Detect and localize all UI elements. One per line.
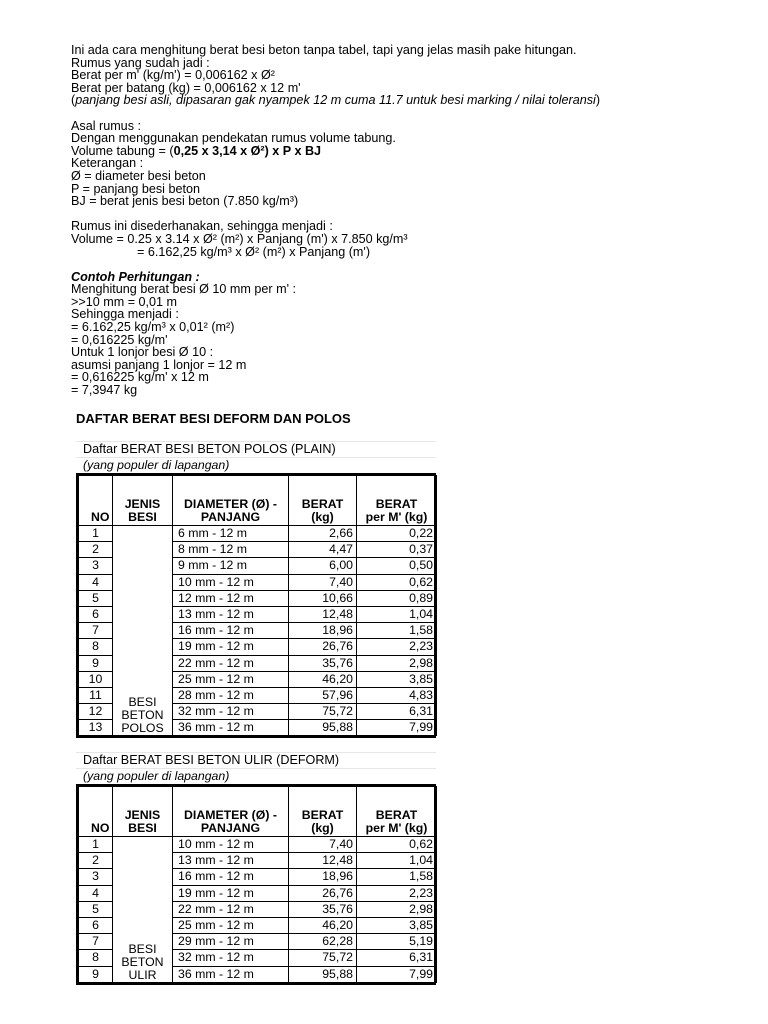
cell-berat-per-m: 0,62 xyxy=(357,837,437,853)
header-berat xyxy=(289,476,357,526)
cell-berat-per-m: 0,37 xyxy=(357,542,437,558)
intro-line: Dengan menggunakan pendekatan rumus volume tabung. xyxy=(71,131,396,146)
cell-berat: 12,48 xyxy=(289,853,357,869)
jenis-line: ULIR xyxy=(128,967,157,982)
intro-line: Ini ada cara menghitung berat besi beton tanpa tabel, tapi yang jelas masih pake hitungan. xyxy=(71,43,577,57)
intro-line: BJ = berat jenis besi beton (7.850 kg/m³) xyxy=(71,194,299,209)
cell-diameter: 25 mm - 12 m xyxy=(173,917,289,933)
cell-diameter: 32 mm - 12 m xyxy=(173,704,289,720)
cell-no: 11 xyxy=(79,687,113,703)
intro-line: Berat per m' (kg/m') = 0,006162 x Ø² xyxy=(71,68,275,83)
cell-diameter: 19 mm - 12 m xyxy=(173,639,289,655)
header-diameter-line1: DIAMETER (Ø) - xyxy=(184,497,277,511)
header-jenis xyxy=(113,787,173,837)
cell-no: 6 xyxy=(79,606,113,622)
header-berat-m-line2: per M' (kg) xyxy=(365,510,428,524)
table-row xyxy=(79,526,437,542)
spacer xyxy=(71,107,711,120)
intro-line: = 0,616225 kg/m' x 12 m xyxy=(71,370,209,385)
cell-no: 9 xyxy=(79,655,113,671)
cell-diameter: 22 mm - 12 m xyxy=(173,655,289,671)
cell-no: 7 xyxy=(79,623,113,639)
header-berat-line2: (kg) xyxy=(311,821,334,835)
cell-berat: 26,76 xyxy=(289,639,357,655)
cell-berat: 62,28 xyxy=(289,934,357,950)
cell-diameter: 32 mm - 12 m xyxy=(173,950,289,966)
cell-diameter: 28 mm - 12 m xyxy=(173,687,289,703)
cell-berat-per-m: 1,04 xyxy=(357,853,437,869)
cell-berat: 35,76 xyxy=(289,655,357,671)
cell-berat-per-m: 2,98 xyxy=(357,655,437,671)
cell-berat-per-m: 0,62 xyxy=(357,574,437,590)
cell-berat: 4,47 xyxy=(289,542,357,558)
intro-line: Rumus yang sudah jadi : xyxy=(71,55,210,70)
cell-no: 5 xyxy=(79,901,113,917)
intro-line: Ø = diameter besi beton xyxy=(71,168,206,183)
spacer xyxy=(71,258,711,271)
cell-diameter: 12 mm - 12 m xyxy=(173,590,289,606)
cell-berat: 57,96 xyxy=(289,687,357,703)
polos-table-block xyxy=(76,441,436,738)
cell-no: 7 xyxy=(79,934,113,950)
cell-berat-per-m: 6,31 xyxy=(357,950,437,966)
cell-no: 1 xyxy=(79,526,113,542)
cell-berat: 18,96 xyxy=(289,869,357,885)
header-jenis xyxy=(113,476,173,526)
tolerance-note: panjang besi asli, dipasaran gak nyampek 12 m cuma 11.7 untuk besi marking / nilai toleransi xyxy=(75,93,596,108)
polos-table xyxy=(78,475,437,736)
cell-berat-per-m: 2,23 xyxy=(357,885,437,901)
cell-no: 5 xyxy=(79,590,113,606)
cell-diameter: 8 mm - 12 m xyxy=(173,542,289,558)
table-header-row xyxy=(79,787,437,837)
cell-berat: 12,48 xyxy=(289,606,357,622)
intro-text xyxy=(71,44,711,397)
cell-diameter: 13 mm - 12 m xyxy=(173,853,289,869)
cell-berat-per-m: 5,19 xyxy=(357,934,437,950)
header-berat-m-line1: BERAT xyxy=(375,808,418,822)
header-diameter-line2: PANJANG xyxy=(200,821,261,835)
intro-line: Rumus ini disederhanakan, sehingga menjadi : xyxy=(71,219,333,234)
header-diameter-line1: DIAMETER (Ø) - xyxy=(184,808,277,822)
jenis-line: BESI xyxy=(128,695,157,710)
header-berat-m-line2: per M' (kg) xyxy=(365,821,428,835)
header-jenis-line2: BESI xyxy=(128,510,157,524)
jenis-line: BETON xyxy=(121,954,164,969)
cell-berat-per-m: 6,31 xyxy=(357,704,437,720)
table-subcaption: (yang populer di lapangan) xyxy=(76,457,436,473)
cell-berat: 7,40 xyxy=(289,837,357,853)
cell-diameter: 25 mm - 12 m xyxy=(173,671,289,687)
header-jenis-line1: JENIS xyxy=(124,808,161,822)
cell-berat: 10,66 xyxy=(289,590,357,606)
intro-line: Untuk 1 lonjor besi Ø 10 : xyxy=(71,345,214,360)
intro-line: Menghitung berat besi Ø 10 mm per m' : xyxy=(71,282,296,297)
table-subcaption: (yang populer di lapangan) xyxy=(76,768,436,784)
cell-no: 10 xyxy=(79,671,113,687)
cell-berat: 46,20 xyxy=(289,917,357,933)
jenis-line: BESI xyxy=(128,941,157,956)
cell-no: 13 xyxy=(79,720,113,736)
cell-berat: 18,96 xyxy=(289,623,357,639)
table-row xyxy=(79,837,437,853)
cell-jenis-besi xyxy=(113,837,173,983)
intro-line: = 7,3947 kg xyxy=(71,383,138,398)
header-berat-line1: BERAT xyxy=(301,497,344,511)
cell-berat: 35,76 xyxy=(289,901,357,917)
cell-diameter: 9 mm - 12 m xyxy=(173,558,289,574)
cell-berat-per-m: 3,85 xyxy=(357,917,437,933)
cell-diameter: 16 mm - 12 m xyxy=(173,623,289,639)
cell-berat-per-m: 3,85 xyxy=(357,671,437,687)
cell-berat: 75,72 xyxy=(289,950,357,966)
cell-berat: 75,72 xyxy=(289,704,357,720)
cell-berat: 46,20 xyxy=(289,671,357,687)
header-no: NO xyxy=(79,476,113,526)
header-berat-line1: BERAT xyxy=(301,808,344,822)
cell-berat: 95,88 xyxy=(289,966,357,982)
cell-jenis-besi xyxy=(113,526,173,736)
cell-diameter: 22 mm - 12 m xyxy=(173,901,289,917)
example-title: Contoh Perhitungan : xyxy=(71,269,200,284)
cell-no: 2 xyxy=(79,853,113,869)
cell-no: 2 xyxy=(79,542,113,558)
cell-no: 12 xyxy=(79,704,113,720)
table-caption: Daftar BERAT BESI BETON ULIR (DEFORM) xyxy=(76,752,436,768)
header-diameter xyxy=(173,476,289,526)
cell-berat-per-m: 7,99 xyxy=(357,966,437,982)
intro-line: Sehingga menjadi : xyxy=(71,307,179,322)
cell-diameter: 19 mm - 12 m xyxy=(173,885,289,901)
cell-diameter: 29 mm - 12 m xyxy=(173,934,289,950)
cell-berat: 95,88 xyxy=(289,720,357,736)
header-berat xyxy=(289,787,357,837)
formula-line xyxy=(71,145,711,158)
intro-line: = 6.162,25 kg/m³ x Ø² (m²) x Panjang (m') xyxy=(137,244,371,259)
header-berat-line2: (kg) xyxy=(311,510,334,524)
cell-diameter: 13 mm - 12 m xyxy=(173,606,289,622)
cell-no: 9 xyxy=(79,966,113,982)
table-header-row xyxy=(79,476,437,526)
cell-diameter: 10 mm - 12 m xyxy=(173,837,289,853)
header-diameter-line2: PANJANG xyxy=(200,510,261,524)
intro-line: = 6.162,25 kg/m³ x 0,01² (m²) xyxy=(71,320,235,335)
cell-diameter: 6 mm - 12 m xyxy=(173,526,289,542)
cell-no: 8 xyxy=(79,639,113,655)
cell-diameter: 10 mm - 12 m xyxy=(173,574,289,590)
intro-line: Keterangan : xyxy=(71,156,144,171)
cell-berat-per-m: 1,58 xyxy=(357,869,437,885)
header-diameter xyxy=(173,787,289,837)
header-no: NO xyxy=(79,787,113,837)
ulir-table-block xyxy=(76,752,436,985)
cell-berat: 26,76 xyxy=(289,885,357,901)
cell-berat: 7,40 xyxy=(289,574,357,590)
cell-berat-per-m: 0,22 xyxy=(357,526,437,542)
polos-table-frame xyxy=(76,473,436,738)
intro-line: = 0,616225 kg/m' xyxy=(71,332,168,347)
intro-line: P = panjang besi beton xyxy=(71,181,200,196)
cell-berat-per-m: 4,83 xyxy=(357,687,437,703)
cell-diameter: 36 mm - 12 m xyxy=(173,966,289,982)
intro-line: Asal rumus : xyxy=(71,118,141,133)
cell-no: 8 xyxy=(79,950,113,966)
header-berat-m-line1: BERAT xyxy=(375,497,418,511)
ulir-table xyxy=(78,786,437,983)
cell-berat: 2,66 xyxy=(289,526,357,542)
cell-no: 3 xyxy=(79,869,113,885)
cell-berat-per-m: 0,50 xyxy=(357,558,437,574)
cell-no: 4 xyxy=(79,885,113,901)
intro-line: >>10 mm = 0,01 m xyxy=(71,294,178,309)
formula-prefix: Volume tabung = ( xyxy=(71,143,174,158)
ulir-table-frame xyxy=(76,784,436,985)
formula-bold: 0,25 x 3,14 x Ø²) x P x BJ xyxy=(173,143,322,158)
jenis-line: POLOS xyxy=(121,721,164,736)
cell-berat-per-m: 7,99 xyxy=(357,720,437,736)
header-berat-per-m xyxy=(357,787,437,837)
cell-diameter: 16 mm - 12 m xyxy=(173,869,289,885)
section-heading: DAFTAR BERAT BESI DEFORM DAN POLOS xyxy=(76,411,351,426)
header-berat-per-m xyxy=(357,476,437,526)
intro-line: asumsi panjang 1 lonjor = 12 m xyxy=(71,357,247,372)
cell-diameter: 36 mm - 12 m xyxy=(173,720,289,736)
header-jenis-line2: BESI xyxy=(128,821,157,835)
cell-no: 1 xyxy=(79,837,113,853)
jenis-line: BETON xyxy=(121,708,164,723)
cell-berat-per-m: 2,98 xyxy=(357,901,437,917)
cell-berat-per-m: 1,58 xyxy=(357,623,437,639)
cell-no: 3 xyxy=(79,558,113,574)
cell-berat: 6,00 xyxy=(289,558,357,574)
cell-no: 4 xyxy=(79,574,113,590)
intro-line: (panjang besi asli, dipasaran gak nyampek 12 m cuma 11.7 untuk besi marking / nilai toleransi) xyxy=(71,93,601,108)
cell-berat-per-m: 0,89 xyxy=(357,590,437,606)
table-caption: Daftar BERAT BESI BETON POLOS (PLAIN) xyxy=(76,441,436,457)
intro-line: Berat per batang (kg) = 0,006162 x 12 m' xyxy=(71,80,301,95)
intro-line: Volume = 0.25 x 3.14 x Ø² (m²) x Panjang (m') x 7.850 kg/m³ xyxy=(71,231,408,246)
cell-berat-per-m: 1,04 xyxy=(357,606,437,622)
cell-no: 6 xyxy=(79,917,113,933)
header-jenis-line1: JENIS xyxy=(124,497,161,511)
cell-berat-per-m: 2,23 xyxy=(357,639,437,655)
